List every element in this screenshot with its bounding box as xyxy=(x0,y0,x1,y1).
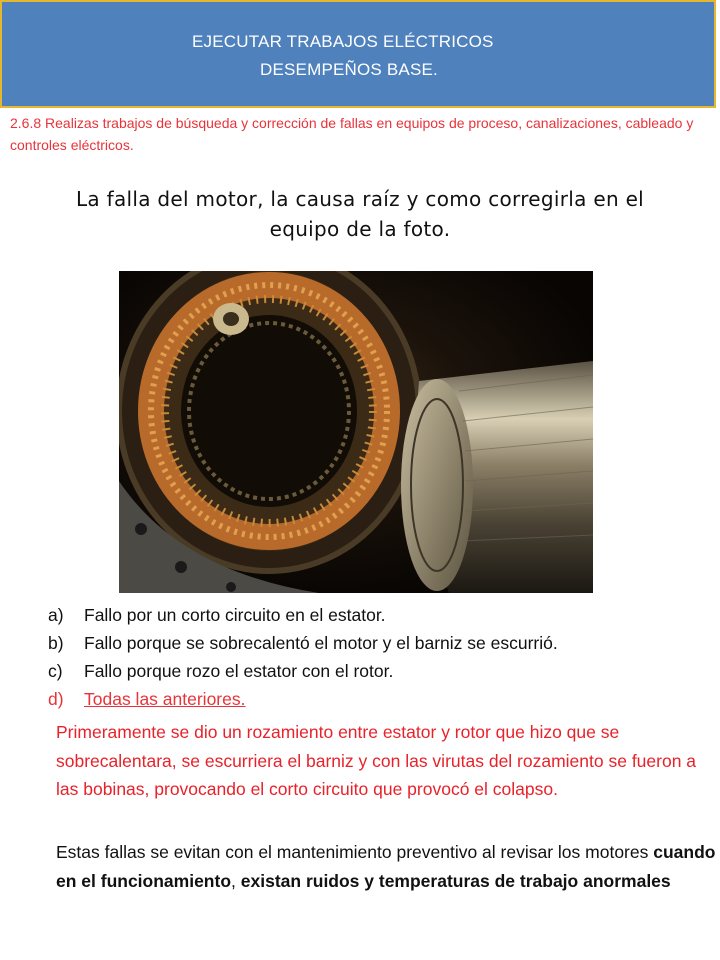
option-text: Fallo por un corto circuito en el estator. xyxy=(84,605,386,625)
option-b xyxy=(48,629,718,657)
prevention-bold1: cuando en el funcionamiento xyxy=(56,842,716,891)
competency-statement: 2.6.8 Realizas trabajos de búsqueda y corrección de fallas en equipos de proceso, canalizaciones, cableado y controles eléctricos. xyxy=(10,115,694,153)
option-text: Fallo porque rozo el estator con el rotor. xyxy=(84,661,394,681)
prevention-text xyxy=(56,838,716,895)
option-text: Fallo porque se sobrecalentó el motor y el barniz se escurrió. xyxy=(84,633,558,653)
option-text: Todas las anteriores. xyxy=(84,689,246,709)
option-marker: c) xyxy=(48,661,63,681)
option-d-correct xyxy=(48,685,718,713)
option-a xyxy=(48,601,718,629)
option-marker: a) xyxy=(48,605,64,625)
motor-photo xyxy=(119,271,593,593)
explanation-text: Primeramente se dio un rozamiento entre estator y rotor que hizo que se sobrecalentara, se escurriera el barniz y con las virutas del rozamiento se fueron a las bobinas, provocando el corto circuito que provocó el colapso. xyxy=(56,722,697,799)
option-marker: b) xyxy=(48,633,64,653)
prevention-part2: , xyxy=(231,870,241,891)
banner-title: EJECUTAR TRABAJOS ELÉCTRICOS xyxy=(192,32,494,51)
banner-subtitle: DESEMPEÑOS BASE. xyxy=(260,60,438,79)
prevention-bold2: existan ruidos y temperaturas de trabajo anormales xyxy=(240,870,671,891)
option-marker: d) xyxy=(48,689,64,709)
prevention-part1: Estas fallas se evitan con el mantenimiento preventivo al revisar los motores xyxy=(56,842,654,862)
motor-stator-rotor-icon xyxy=(119,271,593,593)
option-c xyxy=(48,657,718,685)
answer-options xyxy=(48,601,718,713)
title-banner xyxy=(0,0,716,108)
question-text: La falla del motor, la causa raíz y como corregirla en el equipo de la foto. xyxy=(75,187,645,241)
